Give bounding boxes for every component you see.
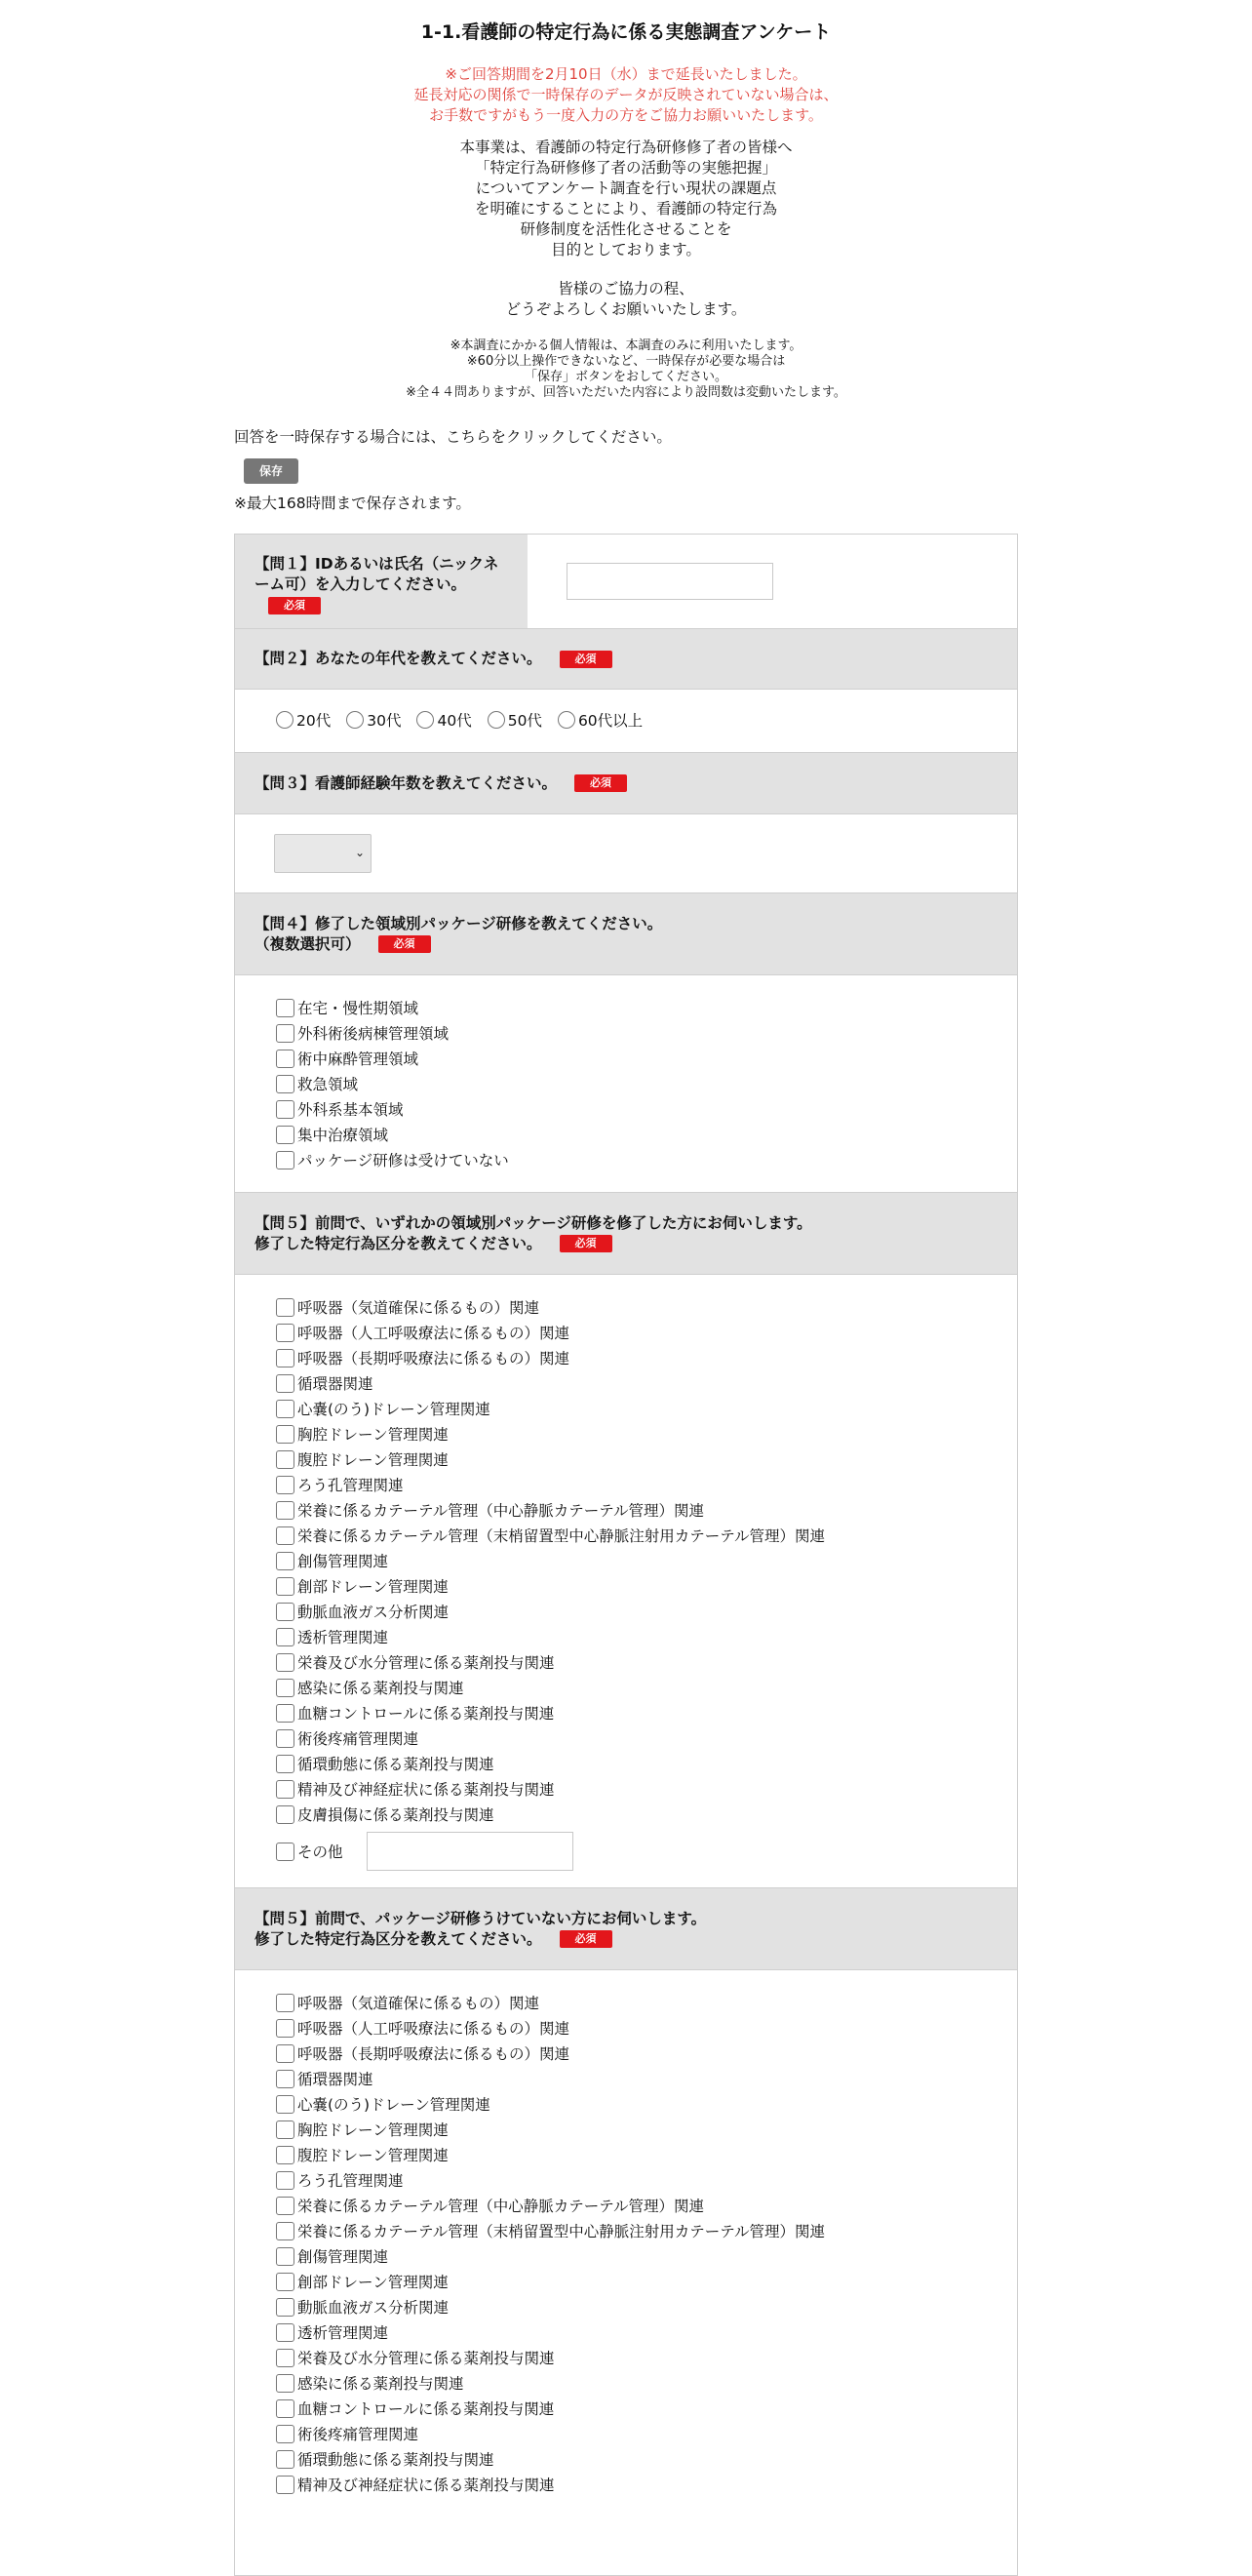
specified-act-option[interactable] xyxy=(276,1990,825,2015)
question-5b-body xyxy=(235,1970,1017,2575)
checkbox-label: 精神及び神経症状に係る薬剤投与関連 xyxy=(297,2477,555,2494)
checkbox-label: 術後疼痛管理関連 xyxy=(297,2426,419,2443)
specified-act-option[interactable] xyxy=(276,1624,825,1649)
specified-act-option[interactable] xyxy=(276,2066,825,2091)
question-3-header xyxy=(235,753,1017,814)
checkbox[interactable] xyxy=(276,1100,294,1119)
required-badge: 必須 xyxy=(378,935,431,953)
question-2-label: 【問２】あなたの年代を教えてください。 xyxy=(254,650,542,667)
checkbox-label: 胸腔ドレーン管理関連 xyxy=(297,2121,449,2139)
specified-act-option[interactable] xyxy=(276,2091,825,2117)
specified-act-option[interactable] xyxy=(276,2269,825,2294)
checkbox[interactable] xyxy=(276,2349,294,2367)
checkbox-label: 栄養に係るカテーテル管理（末梢留置型中心静脈注射用カテーテル管理）関連 xyxy=(297,2223,825,2240)
required-badge: 必須 xyxy=(268,597,321,614)
checkbox[interactable] xyxy=(276,2044,294,2063)
checkbox-label: 創部ドレーン管理関連 xyxy=(297,1578,449,1596)
radio-button[interactable] xyxy=(416,711,434,729)
checkbox[interactable] xyxy=(276,2476,294,2494)
checkbox-label: 精神及び神経症状に係る薬剤投与関連 xyxy=(297,1781,555,1799)
checkbox[interactable] xyxy=(276,1075,294,1093)
checkbox-label: 呼吸器（長期呼吸療法に係るもの）関連 xyxy=(297,2045,570,2063)
specified-act-option[interactable] xyxy=(276,2421,825,2446)
checkbox[interactable] xyxy=(276,1400,294,1418)
checkbox-label: 呼吸器（気道確保に係るもの）関連 xyxy=(297,1299,540,1317)
checkbox-label: 呼吸器（長期呼吸療法に係るもの）関連 xyxy=(297,1350,570,1367)
checkbox[interactable] xyxy=(276,1501,294,1520)
checkbox[interactable] xyxy=(276,1374,294,1393)
checkbox[interactable] xyxy=(276,1780,294,1799)
specified-act-option[interactable] xyxy=(276,1294,825,1320)
checkbox[interactable] xyxy=(276,2095,294,2114)
checkbox[interactable] xyxy=(276,1679,294,1697)
save-prompt: 回答を一時保存する場合には、こちらをクリックしてください。 xyxy=(234,428,672,446)
specified-act-option[interactable] xyxy=(276,1548,825,1573)
specified-act-option[interactable] xyxy=(276,2142,825,2167)
checkbox-label: 胸腔ドレーン管理関連 xyxy=(297,1426,449,1444)
specified-act-option[interactable] xyxy=(276,2117,825,2142)
checkbox-label: 透析管理関連 xyxy=(297,2324,389,2342)
checkbox-label: 感染に係る薬剤投与関連 xyxy=(297,2375,464,2393)
specified-act-option[interactable] xyxy=(276,2446,825,2472)
specified-act-option[interactable] xyxy=(276,1421,825,1447)
specified-act-option[interactable] xyxy=(276,1573,825,1599)
package-checkbox-group xyxy=(276,995,509,1172)
checkbox-label: 栄養に係るカテーテル管理（末梢留置型中心静脈注射用カテーテル管理）関連 xyxy=(297,1527,825,1545)
package-option[interactable] xyxy=(276,1020,509,1046)
age-option[interactable] xyxy=(276,709,331,731)
specified-act-option[interactable] xyxy=(276,1776,825,1802)
checkbox-label: 創傷管理関連 xyxy=(297,1553,389,1570)
checkbox-label: 栄養及び水分管理に係る薬剤投与関連 xyxy=(297,1654,555,1672)
checkbox[interactable] xyxy=(276,1552,294,1570)
checkbox[interactable] xyxy=(276,2146,294,2164)
cooperation-text xyxy=(234,279,1018,320)
specified-act-option[interactable] xyxy=(276,1447,825,1472)
checkbox-label: 皮膚損傷に係る薬剤投与関連 xyxy=(297,1806,494,1824)
radio-label: 30代 xyxy=(367,712,402,730)
question-5a-header xyxy=(235,1193,1017,1275)
checkbox-label: パッケージ研修は受けていない xyxy=(297,1152,509,1169)
question-4-label-line: 【問４】修了した領域別パッケージ研修を教えてください。 xyxy=(254,914,663,932)
checkbox[interactable] xyxy=(276,2450,294,2469)
checkbox[interactable] xyxy=(276,1577,294,1596)
checkbox[interactable] xyxy=(276,1349,294,1367)
specified-act-option[interactable] xyxy=(276,2294,825,2319)
other-option[interactable] xyxy=(276,1832,825,1871)
specified-act-option[interactable] xyxy=(276,1700,825,1725)
intro-text xyxy=(234,138,1018,260)
specified-act-option[interactable] xyxy=(276,1675,825,1700)
chevron-down-icon: ⌄ xyxy=(354,846,365,859)
checkbox[interactable] xyxy=(276,2197,294,2215)
checkbox-label: 循環動態に係る薬剤投与関連 xyxy=(297,1756,494,1773)
experience-years-select[interactable] xyxy=(274,834,372,873)
checkbox-label: 術後疼痛管理関連 xyxy=(297,1730,419,1748)
notice-line: 延長対応の関係で一時保存のデータが反映されていない場合は、 xyxy=(413,86,839,103)
specified-act-option[interactable] xyxy=(276,1802,825,1827)
question-4-body xyxy=(235,975,1017,1193)
specified-act-option[interactable] xyxy=(276,2370,825,2396)
question-1 xyxy=(235,535,1017,629)
specified-act-option[interactable] xyxy=(276,2193,825,2218)
checkbox[interactable] xyxy=(276,1298,294,1317)
checkbox-label: 血糖コントロールに係る薬剤投与関連 xyxy=(297,2400,555,2418)
checkbox-label: 動脈血液ガス分析関連 xyxy=(297,1604,450,1621)
checkbox-label: 動脈血液ガス分析関連 xyxy=(297,2299,450,2317)
checkbox-label: 救急領域 xyxy=(297,1076,359,1093)
checkbox[interactable] xyxy=(276,1755,294,1773)
specified-act-option[interactable] xyxy=(276,2243,825,2269)
specified-act-option[interactable] xyxy=(276,1497,825,1523)
checkbox[interactable] xyxy=(276,1126,294,1144)
checkbox[interactable] xyxy=(276,2019,294,2038)
intro-line: どうぞよろしくお願いいたします。 xyxy=(505,300,747,318)
extension-notice xyxy=(234,64,1018,126)
checkbox-label: 外科術後病棟管理領域 xyxy=(297,1025,450,1043)
age-option[interactable] xyxy=(416,709,471,731)
age-radio-group xyxy=(276,709,658,731)
checkbox-label: 呼吸器（気道確保に係るもの）関連 xyxy=(297,1995,540,2012)
checkbox[interactable] xyxy=(276,2171,294,2190)
checkbox-label: 透析管理関連 xyxy=(297,1629,389,1646)
checkbox-label: 心嚢(のう)ドレーン管理関連 xyxy=(297,2096,490,2114)
checkbox-label: 在宅・慢性期領域 xyxy=(297,1000,419,1017)
save-button[interactable]: 保存 xyxy=(244,458,298,484)
checkbox-label: ろう孔管理関連 xyxy=(297,1477,404,1494)
intro-line: についてアンケート調査を行い現状の課題点 xyxy=(475,179,777,197)
question-4-header xyxy=(235,893,1017,975)
checkbox-label: 循環器関連 xyxy=(297,2071,373,2088)
privacy-notes xyxy=(234,338,1018,401)
checkbox-label: 循環動態に係る薬剤投与関連 xyxy=(297,2451,494,2469)
question-5b-header xyxy=(235,1888,1017,1970)
checkbox-label: 循環器関連 xyxy=(297,1375,373,1393)
required-badge: 必須 xyxy=(560,1235,612,1252)
specified-act-option[interactable] xyxy=(276,2167,825,2193)
specified-act-option[interactable] xyxy=(276,1320,825,1345)
question-2-body xyxy=(235,690,1017,753)
age-option[interactable] xyxy=(488,709,542,731)
checkbox[interactable] xyxy=(276,2222,294,2240)
package-option[interactable] xyxy=(276,1147,509,1172)
checkbox[interactable] xyxy=(276,1024,294,1043)
checkbox[interactable] xyxy=(276,1324,294,1342)
checkbox[interactable] xyxy=(276,1476,294,1494)
checkbox[interactable] xyxy=(276,2374,294,2393)
question-5a-label-line: 【問５】前問で、いずれかの領域別パッケージ研修を修了した方にお伺いします。 xyxy=(254,1213,812,1232)
specified-act-checkbox-group-b xyxy=(276,1990,825,2497)
checkbox[interactable] xyxy=(276,2425,294,2443)
specified-act-option[interactable] xyxy=(276,1345,825,1370)
question-1-field xyxy=(528,535,1017,628)
question-5b-label-line: 修了した特定行為区分を教えてください。 xyxy=(254,1929,542,1948)
specified-act-checkbox-group xyxy=(276,1294,825,1871)
radio-button[interactable] xyxy=(276,711,293,729)
intro-line: を明確にすることにより、看護師の特定行為 xyxy=(474,200,777,218)
checkbox[interactable] xyxy=(276,1603,294,1621)
checkbox[interactable] xyxy=(276,1729,294,1748)
checkbox[interactable] xyxy=(276,1994,294,2012)
radio-button[interactable] xyxy=(346,711,364,729)
specified-act-option[interactable] xyxy=(276,1472,825,1497)
radio-label: 40代 xyxy=(437,712,472,730)
checkbox[interactable] xyxy=(276,1526,294,1545)
package-option[interactable] xyxy=(276,1122,509,1147)
checkbox[interactable] xyxy=(276,1653,294,1672)
specified-act-option[interactable] xyxy=(276,2396,825,2421)
question-1-label-line: 【問１】IDあるいは氏名（ニックネ xyxy=(254,555,499,573)
checkbox-label: ろう孔管理関連 xyxy=(297,2172,404,2190)
package-option[interactable] xyxy=(276,1046,509,1071)
checkbox[interactable] xyxy=(276,999,294,1017)
question-5a-label-line: 修了した特定行為区分を教えてください。 xyxy=(254,1234,542,1252)
checkbox-label: 創傷管理関連 xyxy=(297,2248,389,2266)
specified-act-option[interactable] xyxy=(276,2218,825,2243)
package-option[interactable] xyxy=(276,1071,509,1096)
note-line: 「保存」ボタンをおしてください。 xyxy=(524,370,727,384)
other-text-input[interactable] xyxy=(367,1832,573,1871)
intro-line: 皆様のご協力の程、 xyxy=(558,280,694,297)
checkbox[interactable] xyxy=(276,1151,294,1169)
intro-line: 本事業は、看護師の特定行為研修修了者の皆様へ xyxy=(459,139,793,156)
question-4-label-line: （複数選択可） xyxy=(254,934,361,953)
checkbox[interactable] xyxy=(276,2399,294,2418)
checkbox[interactable] xyxy=(276,2070,294,2088)
survey-form xyxy=(234,534,1018,2576)
radio-label: 60代以上 xyxy=(577,712,644,730)
id-name-input[interactable] xyxy=(567,563,773,600)
question-5b-label-line: 【問５】前問で、パッケージ研修うけていない方にお伺いします。 xyxy=(254,1909,707,1927)
radio-label: 20代 xyxy=(296,712,332,730)
specified-act-option[interactable] xyxy=(276,1523,825,1548)
checkbox[interactable] xyxy=(276,2298,294,2317)
age-option[interactable] xyxy=(346,709,401,731)
question-2-header xyxy=(235,629,1017,690)
intro-line: 目的としております。 xyxy=(551,241,701,258)
specified-act-option[interactable] xyxy=(276,1725,825,1751)
checkbox[interactable] xyxy=(276,1704,294,1723)
checkbox[interactable] xyxy=(276,2323,294,2342)
question-5a-body xyxy=(235,1275,1017,1888)
specified-act-option[interactable] xyxy=(276,2345,825,2370)
package-option[interactable] xyxy=(276,995,509,1020)
specified-act-option[interactable] xyxy=(276,1599,825,1624)
checkbox[interactable] xyxy=(276,1805,294,1824)
checkbox-label: 外科系基本領域 xyxy=(297,1101,404,1119)
question-1-label xyxy=(235,535,528,628)
age-option[interactable] xyxy=(558,709,643,731)
max-save-note: ※最大168時間まで保存されます。 xyxy=(234,495,471,512)
specified-act-option[interactable] xyxy=(276,2472,825,2497)
question-1-label-line: ーム可）を入力してください。 xyxy=(254,575,467,593)
notice-line: お手数ですがもう一度入力の方をご協力お願いいたします。 xyxy=(429,106,823,124)
radio-button[interactable] xyxy=(558,711,575,729)
checkbox-label: 感染に係る薬剤投与関連 xyxy=(297,1680,464,1697)
specified-act-option[interactable] xyxy=(276,2041,825,2066)
intro-line: 「特定行為研修修了者の活動等の実態把握」 xyxy=(474,159,777,177)
checkbox[interactable] xyxy=(276,1425,294,1444)
survey-page xyxy=(234,0,1018,2576)
checkbox-label: 栄養に係るカテーテル管理（中心静脈カテーテル管理）関連 xyxy=(297,2198,704,2215)
package-option[interactable] xyxy=(276,1096,509,1122)
checkbox[interactable] xyxy=(276,2273,294,2291)
checkbox-label: 腹腔ドレーン管理関連 xyxy=(297,2147,449,2164)
required-badge: 必須 xyxy=(574,774,627,792)
checkbox-label: 心嚢(のう)ドレーン管理関連 xyxy=(297,1401,490,1418)
checkbox-label: その他 xyxy=(297,1843,343,1861)
specified-act-option[interactable] xyxy=(276,1751,825,1776)
checkbox[interactable] xyxy=(276,1628,294,1646)
checkbox[interactable] xyxy=(276,1450,294,1469)
checkbox-label: 呼吸器（人工呼吸療法に係るもの）関連 xyxy=(297,1325,570,1342)
checkbox-label: 集中治療領域 xyxy=(297,1127,389,1144)
note-line: ※60分以上操作できないなど、一時保存が必要な場合は xyxy=(466,354,786,369)
question-3-body xyxy=(235,814,1017,893)
checkbox[interactable] xyxy=(276,2120,294,2139)
checkbox-label: 腹腔ドレーン管理関連 xyxy=(297,1451,449,1469)
required-badge: 必須 xyxy=(560,651,612,668)
note-line: ※全４４問ありますが、回答いただいた内容により設問数は変動いたします。 xyxy=(406,385,846,400)
specified-act-option[interactable] xyxy=(276,1649,825,1675)
specified-act-option[interactable] xyxy=(276,1370,825,1396)
checkbox-label: 創部ドレーン管理関連 xyxy=(297,2274,449,2291)
checkbox[interactable] xyxy=(276,1843,294,1861)
specified-act-option[interactable] xyxy=(276,2015,825,2041)
note-line: ※本調査にかかる個人情報は、本調査のみに利用いたします。 xyxy=(450,338,802,353)
specified-act-option[interactable] xyxy=(276,2319,825,2345)
checkbox-label: 栄養に係るカテーテル管理（中心静脈カテーテル管理）関連 xyxy=(297,1502,704,1520)
page-title: 1-1.看護師の特定行為に係る実態調査アンケート xyxy=(420,21,832,43)
checkbox-label: 血糖コントロールに係る薬剤投与関連 xyxy=(297,1705,555,1723)
checkbox-label: 呼吸器（人工呼吸療法に係るもの）関連 xyxy=(297,2020,570,2038)
checkbox-label: 術中麻酔管理領域 xyxy=(297,1050,419,1068)
checkbox[interactable] xyxy=(276,1050,294,1068)
notice-line: ※ご回答期間を2月10日（水）まで延長いたしました。 xyxy=(445,65,807,83)
required-badge: 必須 xyxy=(560,1930,612,1948)
checkbox-label: 栄養及び水分管理に係る薬剤投与関連 xyxy=(297,2350,555,2367)
checkbox[interactable] xyxy=(276,2247,294,2266)
radio-button[interactable] xyxy=(488,711,505,729)
question-3-label: 【問３】看護師経験年数を教えてください。 xyxy=(254,773,558,792)
specified-act-option[interactable] xyxy=(276,1396,825,1421)
radio-label: 50代 xyxy=(507,712,542,730)
intro-line: 研修制度を活性化させることを xyxy=(520,220,732,238)
